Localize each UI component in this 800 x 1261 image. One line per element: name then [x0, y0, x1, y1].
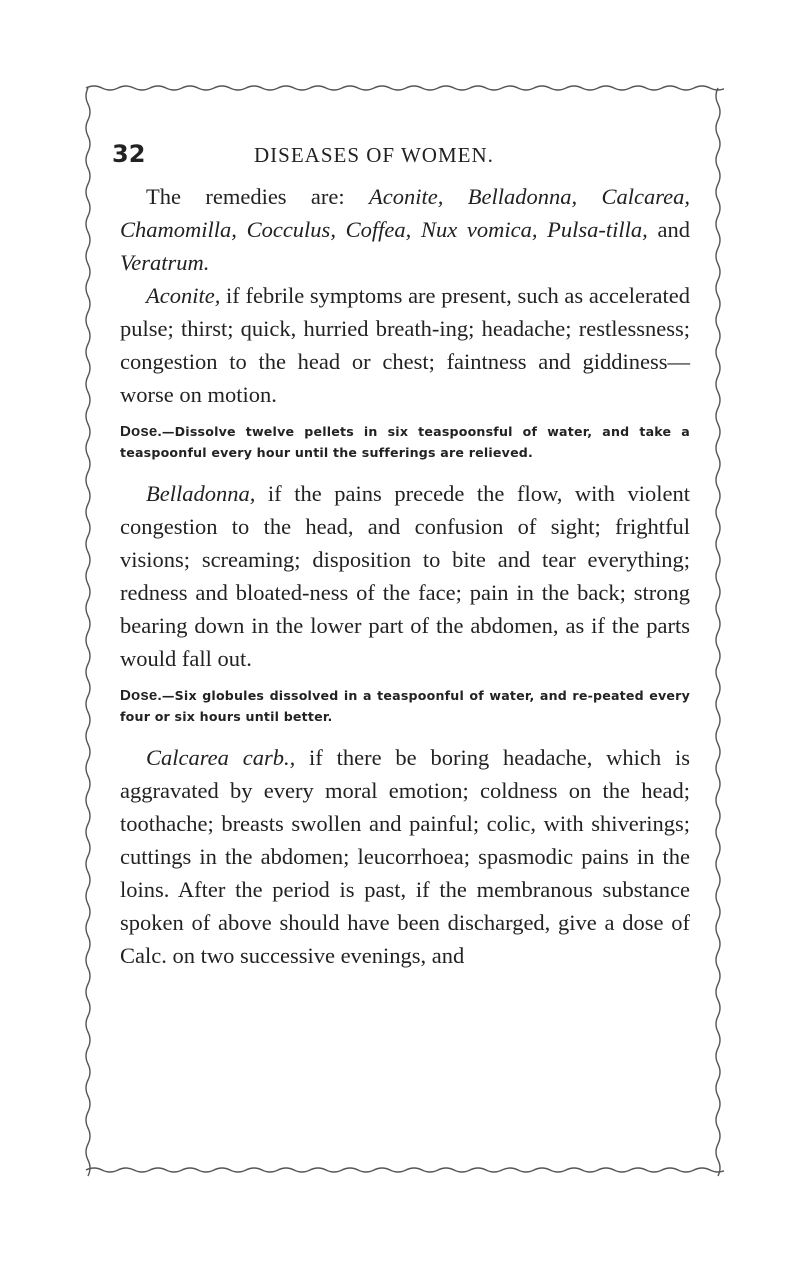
- remedy-last: Veratrum.: [120, 250, 210, 275]
- intro-lead: The remedies are:: [146, 184, 370, 209]
- aconite-dose: [120, 421, 690, 463]
- dose-label: Dose.: [120, 423, 162, 440]
- aconite-paragraph: [120, 279, 690, 411]
- page-header: [112, 140, 690, 180]
- calcarea-name: Calcarea carb.,: [146, 745, 296, 770]
- page-number: 32: [112, 140, 146, 168]
- belladonna-name: Belladonna,: [146, 481, 256, 506]
- intro-and: and: [647, 217, 690, 242]
- page-content: [112, 140, 690, 972]
- dose-label: Dose.: [120, 687, 162, 704]
- remedy-list: Aconite, Belladonna, Calcarea, Chamomilla, Cocculus, Coffea, Nux vomica, Pulsa-tilla,: [120, 184, 690, 242]
- belladonna-dose: [120, 685, 690, 727]
- dose-text: —Six globules dissolved in a teaspoonful of water, and re-peated every four or six hours until better.: [120, 688, 690, 724]
- belladonna-text: if the pains precede the flow, with violent congestion to the head, and confusion of sight; frightful visions; screaming; disposition to bite and tear everything; redness and bloated-ness of the face; pain in the back; strong bearing down in the lower part of the abdomen, as if the parts would fall out.: [120, 481, 690, 671]
- intro-paragraph: [120, 180, 690, 279]
- dose-text: —Dissolve twelve pellets in six teaspoonsful of water, and take a teaspoonful every hour until the sufferings are relieved.: [120, 424, 690, 460]
- running-head: DISEASES OF WOMEN.: [254, 143, 494, 167]
- aconite-text: if febrile symptoms are present, such as accelerated pulse; thirst; quick, hurried breath-ing; headache; restlessness; congestion to the head or chest; faintness and giddiness—worse on motion.: [120, 283, 690, 407]
- calcarea-text: if there be boring headache, which is aggravated by every moral emotion; coldness on the head; toothache; breasts swollen and painful; colic, with shiverings; cuttings in the abdomen; leucorrhoea; spasmodic pains in the loins. After the period is past, if the membranous substance spoken of above should have been discharged, give a dose of Calc. on two successive evenings, and: [120, 745, 690, 968]
- aconite-name: Aconite,: [146, 283, 221, 308]
- calcarea-paragraph: [120, 741, 690, 972]
- belladonna-paragraph: [120, 477, 690, 675]
